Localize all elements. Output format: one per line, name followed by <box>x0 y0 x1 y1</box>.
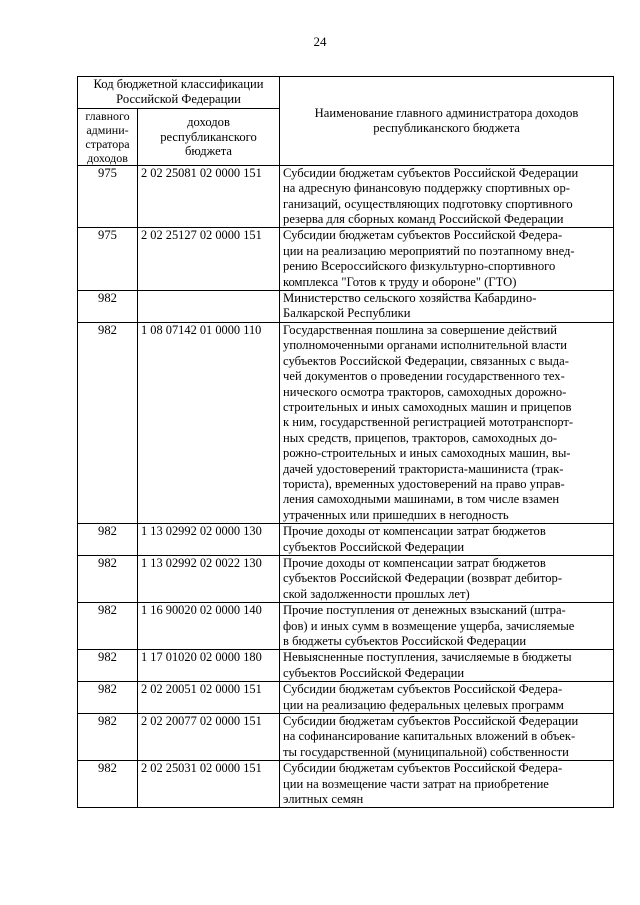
income-name-text: Субсидии бюджетам субъектов Российской Федера- ции на возмещение части затрат на приобретение элитных семян <box>283 761 563 807</box>
header-administrator-name-label: Наименование главного администратора доходов республиканского бюджета <box>314 105 579 135</box>
header-republic-income <box>138 108 280 165</box>
income-code-cell: 1 17 01020 02 0000 180 <box>138 650 280 682</box>
admin-code-cell: 982 <box>78 682 138 714</box>
header-budget-code-group-label: Код бюджетной классификации Российской Федерации <box>93 77 264 107</box>
table-row <box>78 761 614 808</box>
admin-code-cell: 982 <box>78 603 138 650</box>
table-row <box>78 291 614 323</box>
table-row <box>78 524 614 556</box>
admin-code-cell: 982 <box>78 291 138 323</box>
header-republic-income-label: доходов республиканского бюджета <box>160 115 257 159</box>
income-name-text: Невыясненные поступления, зачисляемые в бюджеты субъектов Российской Федерации <box>283 650 572 680</box>
budget-classification-table <box>77 76 614 808</box>
income-name-cell <box>280 555 614 602</box>
income-name-cell <box>280 603 614 650</box>
income-code-cell: 1 08 07142 01 0000 110 <box>138 322 280 523</box>
income-name-cell <box>280 524 614 556</box>
income-code-cell <box>138 291 280 323</box>
income-code-cell: 2 02 25081 02 0000 151 <box>138 165 280 228</box>
admin-code-cell: 982 <box>78 322 138 523</box>
income-code-cell: 1 13 02992 02 0022 130 <box>138 555 280 602</box>
income-name-cell <box>280 682 614 714</box>
income-name-cell <box>280 714 614 761</box>
income-name-text: Прочие поступления от денежных взысканий (штра- фов) и иных сумм в возмещение ущерба, зачисляемые в бюджеты субъектов Российской Федерации <box>283 603 575 648</box>
income-code-cell: 2 02 20077 02 0000 151 <box>138 714 280 761</box>
table-row <box>78 714 614 761</box>
income-name-cell <box>280 650 614 682</box>
income-name-text: Субсидии бюджетам субъектов Российской Федера- ции на реализацию федеральных целевых программ <box>283 682 564 712</box>
header-administrator-name <box>280 77 614 166</box>
header-main-administrator <box>78 108 138 165</box>
admin-code-cell: 982 <box>78 714 138 761</box>
admin-code-cell: 982 <box>78 650 138 682</box>
table-row <box>78 555 614 602</box>
table-row <box>78 603 614 650</box>
admin-code-cell: 982 <box>78 761 138 808</box>
page-number: 24 <box>313 34 327 49</box>
income-name-text: Прочие доходы от компенсации затрат бюджетов субъектов Российской Федерации <box>283 524 546 554</box>
table-body <box>78 165 614 808</box>
income-name-text: Министерство сельского хозяйства Кабардино- Балкарской Республики <box>283 291 537 321</box>
income-name-text: Субсидии бюджетам субъектов Российской Федерации на софинансирование капитальных вложений в объек- ты государственной (муниципальной) собственности <box>283 714 579 759</box>
income-code-cell: 1 13 02992 02 0000 130 <box>138 524 280 556</box>
income-name-text: Прочие доходы от компенсации затрат бюджетов субъектов Российской Федерации (возврат дебитор- ской задолженности прошлых лет) <box>283 555 563 601</box>
admin-code-cell: 982 <box>78 555 138 602</box>
income-code-cell: 2 02 25127 02 0000 151 <box>138 228 280 291</box>
header-main-administrator-label: главного админи- стратора доходов <box>85 108 130 165</box>
admin-code-cell: 975 <box>78 165 138 228</box>
admin-code-cell: 982 <box>78 524 138 556</box>
table-row <box>78 228 614 291</box>
income-name-cell <box>280 761 614 808</box>
income-code-cell: 1 16 90020 02 0000 140 <box>138 603 280 650</box>
income-name-cell <box>280 165 614 228</box>
income-name-cell <box>280 291 614 323</box>
income-name-text: Субсидии бюджетам субъектов Российской Федерации на адресную финансовую поддержку спортивных ор- ганизаций, осуществляющих подготовку спортивного резерва для сборных команд Российской Федерации <box>283 165 579 227</box>
header-budget-code-group <box>78 77 280 109</box>
table-row <box>78 165 614 228</box>
income-code-cell: 2 02 25031 02 0000 151 <box>138 761 280 808</box>
income-name-cell <box>280 228 614 291</box>
income-name-text: Государственная пошлина за совершение действий уполномоченными органами исполнительной власти субъектов Российской Федерации, связанных с выда- чей документов о проведении государственного тех- нического осмотра тракторов, самоходных дорожно- строительных и иных самоходных машин и прицепов к ним, государственной регистрацией мототранспорт- ных средств, прицепов, тракторов, самоходных до- рожно-строительных и иных самоходных машин, вы- дачей удостоверений тракториста-машиниста (трак- ториста), временных удостоверений на право управ- ления самоходными машинами, в том числе взамен утраченных или пришедших в негодность <box>283 322 574 522</box>
table-header <box>78 77 614 166</box>
admin-code-cell: 975 <box>78 228 138 291</box>
income-name-text: Субсидии бюджетам субъектов Российской Федера- ции на реализацию мероприятий по поэтапному внед- рению Всероссийского физкультурно-спортивного комплекса "Готов к труду и обороне" (ГТО) <box>283 228 575 289</box>
table-row <box>78 650 614 682</box>
table-row <box>78 682 614 714</box>
income-name-cell <box>280 322 614 523</box>
income-code-cell: 2 02 20051 02 0000 151 <box>138 682 280 714</box>
table-row <box>78 322 614 523</box>
